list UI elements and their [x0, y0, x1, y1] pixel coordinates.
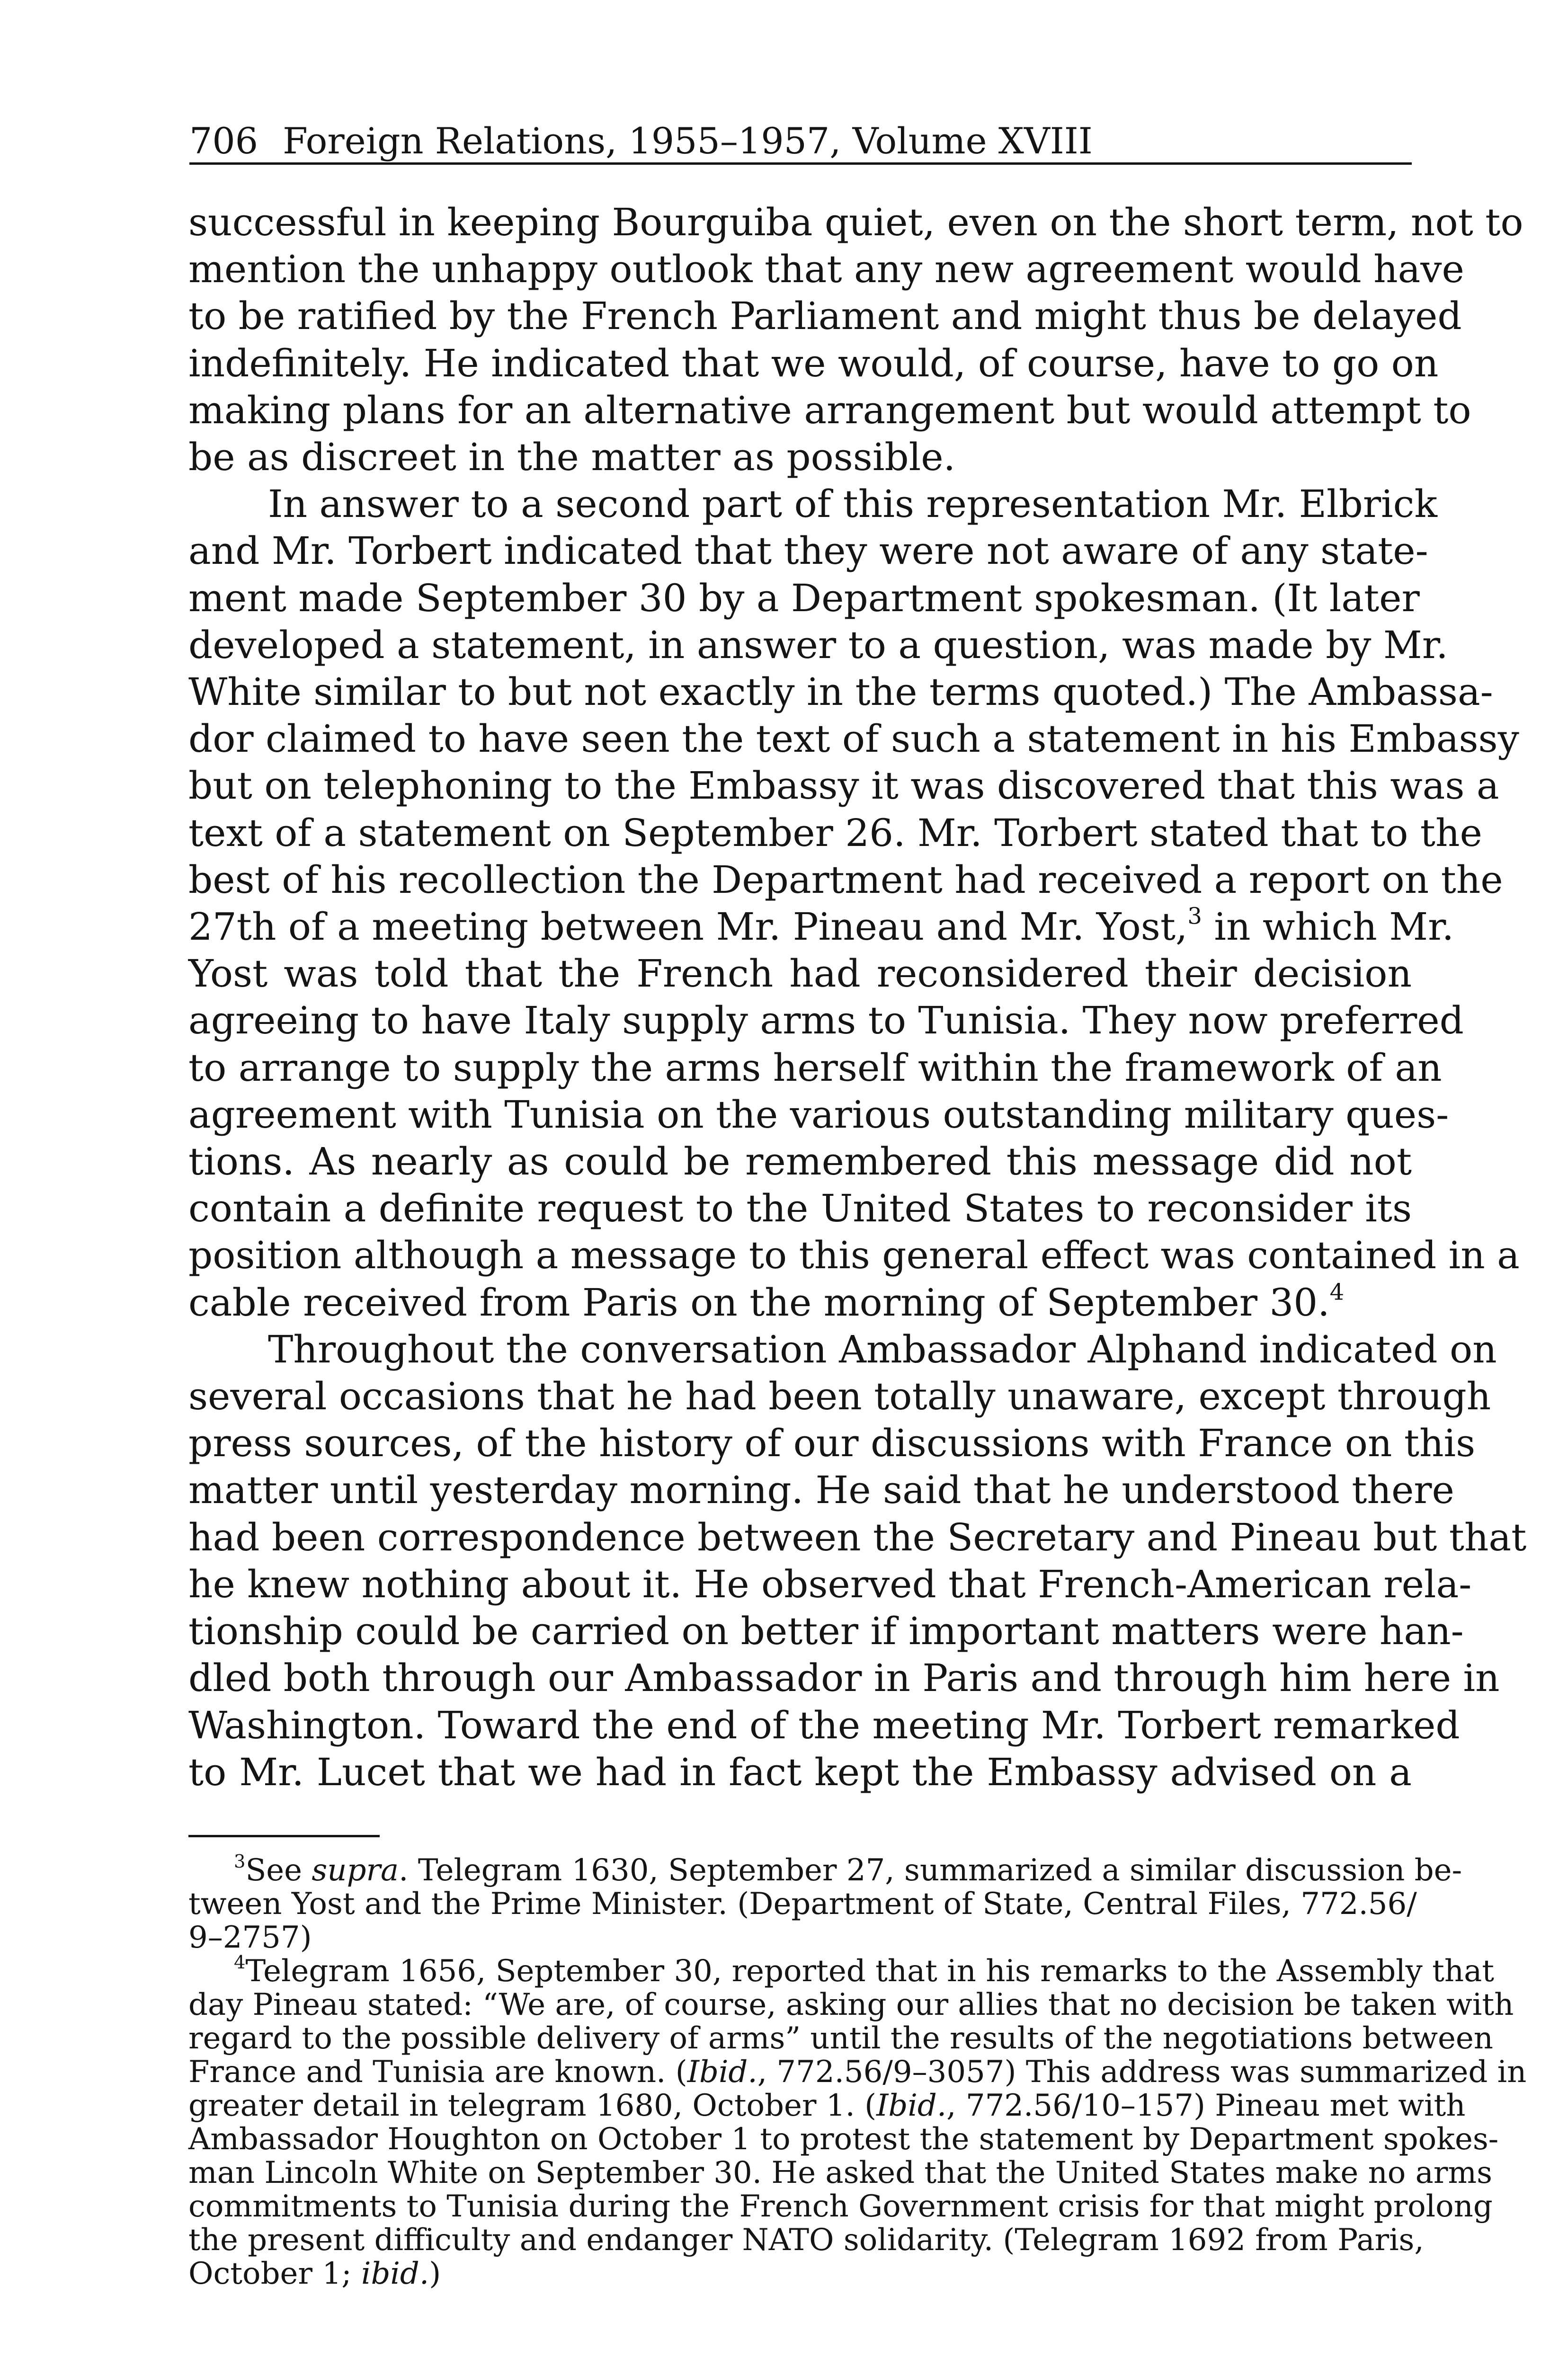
footnote-3-line: 9–2757)	[188, 1920, 312, 1955]
text-line: be as discreet in the matter as possible.	[188, 435, 955, 480]
text-segment: in which Mr.	[1214, 905, 1454, 949]
footnote-4-line: the present difficulty and endanger NATO solidarity. (Telegram 1692 from Paris,	[188, 2223, 1424, 2258]
text-line: White similar to but not exactly in the terms quoted.) The Ambassa-	[188, 670, 1493, 714]
text-line: agreeing to have Italy supply arms to Tunisia. They now preferred	[188, 998, 1464, 1043]
text-line: and Mr. Torbert indicated that they were not aware of any state-	[188, 529, 1428, 573]
text-line: to arrange to supply the arms herself within the framework of an	[188, 1045, 1442, 1090]
text-line: mention the unhappy outlook that any new agreement would have	[188, 247, 1464, 292]
text-line: position although a message to this general effect was contained in a	[188, 1233, 1520, 1278]
footnote-3-line: tween Yost and the Prime Minister. (Department of State, Central Files, 772.56/	[188, 1886, 1417, 1922]
footnotes	[188, 1851, 1527, 2291]
footnote-3-line	[188, 1851, 1462, 1888]
text-line	[188, 1279, 1412, 1326]
text-line: indefinitely. He indicated that we would, of course, have to go on	[188, 341, 1439, 385]
text-line: ment made September 30 by a Department spokesman. (It later	[188, 576, 1420, 620]
text-line: tionship could be carried on better if important matters were han-	[188, 1609, 1464, 1654]
running-title: Foreign Relations, 1955–1957, Volume XVIII	[283, 120, 1093, 162]
text-line: best of his recollection the Department had received a report on the	[188, 857, 1503, 902]
text-line: he knew nothing about it. He observed that French-American rela-	[188, 1562, 1472, 1606]
footnote-4-line	[188, 2088, 1466, 2123]
body-text	[188, 199, 1527, 1796]
italic-text: supra	[312, 1853, 399, 1888]
text-line: but on telephoning to the Embassy it was discovered that this was a	[188, 764, 1499, 808]
text-line: several occasions that he had been totally unaware, except through	[188, 1374, 1491, 1419]
text-line: press sources, of the history of our discussions with France on this	[188, 1421, 1476, 1466]
text-segment: See	[245, 1853, 312, 1888]
running-head	[189, 117, 1412, 165]
text-line: Yost was told that the French had reconsidered their decision	[188, 952, 1412, 996]
text-line: dled both through our Ambassador in Paris and through him here in	[188, 1656, 1500, 1700]
text-line: making plans for an alternative arrangement but would attempt to	[188, 388, 1471, 432]
italic-text: Ibid.	[876, 2088, 947, 2123]
text-line: developed a statement, in answer to a question, was made by Mr.	[188, 623, 1448, 667]
text-line: In answer to a second part of this representation Mr. Elbrick	[268, 482, 1437, 526]
text-line: text of a statement on September 26. Mr. Torbert stated that to the	[188, 810, 1482, 855]
footnote-divider	[188, 1835, 380, 1837]
footnote-4-line: Ambassador Houghton on October 1 to protest the statement by Department spokes-	[188, 2122, 1499, 2157]
text-line: dor claimed to have seen the text of such a statement in his Embassy	[188, 717, 1519, 761]
text-line: agreement with Tunisia on the various outstanding military ques-	[188, 1092, 1449, 1137]
footnote-ref-3[interactable]: 3	[1187, 903, 1202, 930]
text-segment: . Telegram 1630, September 27, summarized a similar discussion be-	[399, 1853, 1462, 1888]
text-line: to be ratified by the French Parliament and might thus be delayed	[188, 294, 1462, 338]
text-line: contain a definite request to the United States to reconsider its	[188, 1186, 1412, 1231]
text-segment: Telegram 1656, September 30, reported that in his remarks to the Assembly that	[245, 1954, 1494, 1989]
italic-text: Ibid.	[687, 2055, 757, 2090]
footnote-4-line: commitments to Tunisia during the French Government crisis for that might prolong	[188, 2189, 1493, 2224]
text-segment: October 1;	[188, 2256, 361, 2291]
italic-text: ibid.	[361, 2256, 429, 2291]
text-segment: France and Tunisia are known. (	[188, 2055, 687, 2090]
footnote-ref-4[interactable]: 4	[1329, 1279, 1345, 1306]
footnote-4-line	[188, 2055, 1527, 2090]
text-segment: cable received from Paris on the morning of September 30.	[188, 1280, 1330, 1325]
footnote-marker: 3	[234, 1851, 246, 1873]
footnote-4-line	[188, 2257, 1412, 2291]
page-number: 706	[189, 120, 258, 162]
text-segment: , 772.56/9–3057) This address was summarized in	[757, 2055, 1527, 2090]
text-segment: , 772.56/10–157) Pineau met with	[946, 2088, 1466, 2123]
footnote-4-line: man Lincoln White on September 30. He asked that the United States make no arms	[188, 2155, 1492, 2190]
text-line: had been correspondence between the Secretary and Pineau but that	[188, 1515, 1527, 1559]
text-line	[188, 903, 1454, 950]
footnote-marker: 4	[234, 1952, 246, 1974]
footnote-4-line: regard to the possible delivery of arms” until the results of the negotiations between	[188, 2021, 1493, 2056]
footnote-4-line: day Pineau stated: “We are, of course, asking our allies that no decision be taken with	[188, 1987, 1514, 2022]
text-line: Throughout the conversation Ambassador Alphand indicated on	[268, 1327, 1497, 1371]
text-line: to Mr. Lucet that we had in fact kept the Embassy advised on a	[188, 1750, 1412, 1794]
footnote-4-line	[188, 1952, 1494, 1989]
text-line: tions. As nearly as could be remembered this message did not	[188, 1139, 1412, 1184]
text-segment: )	[429, 2256, 441, 2291]
text-line: successful in keeping Bourguiba quiet, even on the short term, not to	[188, 200, 1523, 244]
text-line: matter until yesterday morning. He said that he understood there	[188, 1468, 1454, 1513]
text-segment: greater detail in telegram 1680, October 1. (	[188, 2088, 877, 2123]
text-segment: 27th of a meeting between Mr. Pineau and Mr. Yost,	[188, 905, 1188, 949]
text-line: Washington. Toward the end of the meeting Mr. Torbert remarked	[188, 1703, 1460, 1747]
